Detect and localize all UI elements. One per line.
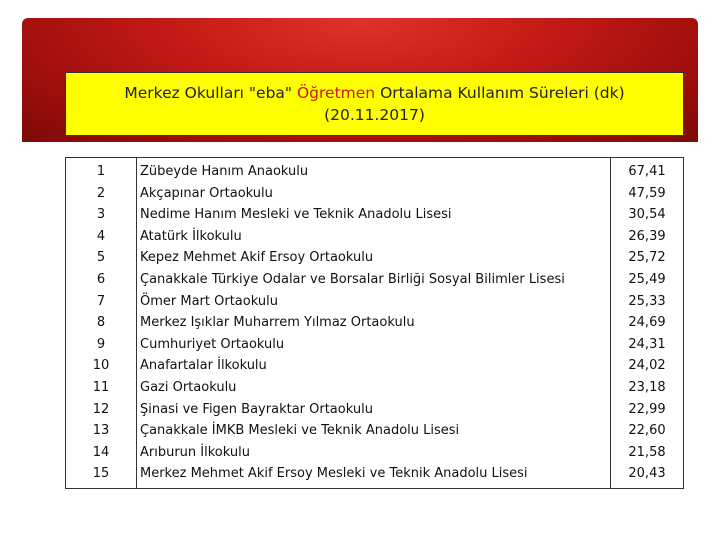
school-cell: Atatürk İlkokulu (137, 226, 611, 248)
table-row (66, 420, 684, 442)
value-cell: 22,60 (611, 420, 684, 442)
rank-cell: 10 (66, 355, 137, 377)
table-row (66, 355, 684, 377)
table-row (66, 312, 684, 334)
school-cell: Anafartalar İlkokulu (137, 355, 611, 377)
rank-cell: 8 (66, 312, 137, 334)
title-part-2: Ortalama Kullanım Süreleri (dk) (375, 84, 625, 102)
rank-cell: 6 (66, 269, 137, 291)
rank-cell: 1 (66, 158, 137, 183)
table-row (66, 158, 684, 183)
value-cell: 67,41 (611, 158, 684, 183)
school-cell: Ömer Mart Ortaokulu (137, 291, 611, 313)
table-row (66, 377, 684, 399)
value-cell: 47,59 (611, 183, 684, 205)
value-cell: 25,33 (611, 291, 684, 313)
school-cell: Nedime Hanım Mesleki ve Teknik Anadolu Lisesi (137, 204, 611, 226)
rank-cell: 5 (66, 247, 137, 269)
school-cell: Gazi Ortaokulu (137, 377, 611, 399)
school-cell: Cumhuriyet Ortaokulu (137, 334, 611, 356)
value-cell: 25,49 (611, 269, 684, 291)
table-row (66, 291, 684, 313)
title-box (65, 72, 684, 136)
rank-cell: 3 (66, 204, 137, 226)
table-row (66, 334, 684, 356)
rank-cell: 13 (66, 420, 137, 442)
table-row (66, 183, 684, 205)
rank-cell: 2 (66, 183, 137, 205)
table-row (66, 226, 684, 248)
value-cell: 20,43 (611, 463, 684, 488)
value-cell: 22,99 (611, 399, 684, 421)
value-cell: 26,39 (611, 226, 684, 248)
school-cell: Kepez Mehmet Akif Ersoy Ortaokulu (137, 247, 611, 269)
page-title (124, 82, 624, 126)
rank-cell: 7 (66, 291, 137, 313)
school-cell: Zübeyde Hanım Anaokulu (137, 158, 611, 183)
school-cell: Arıburun İlkokulu (137, 442, 611, 464)
table-row (66, 269, 684, 291)
value-cell: 24,02 (611, 355, 684, 377)
usage-table-body (66, 158, 684, 489)
school-cell: Çanakkale Türkiye Odalar ve Borsalar Birliği Sosyal Bilimler Lisesi (137, 269, 611, 291)
value-cell: 24,31 (611, 334, 684, 356)
title-part-1: Merkez Okulları "eba" (124, 84, 297, 102)
school-cell: Şinasi ve Figen Bayraktar Ortaokulu (137, 399, 611, 421)
school-cell: Merkez Işıklar Muharrem Yılmaz Ortaokulu (137, 312, 611, 334)
rank-cell: 15 (66, 463, 137, 488)
value-cell: 30,54 (611, 204, 684, 226)
rank-cell: 9 (66, 334, 137, 356)
table-row (66, 247, 684, 269)
title-date: (20.11.2017) (324, 106, 425, 124)
rank-cell: 4 (66, 226, 137, 248)
usage-table (65, 157, 684, 489)
table-row (66, 399, 684, 421)
rank-cell: 14 (66, 442, 137, 464)
school-cell: Çanakkale İMKB Mesleki ve Teknik Anadolu Lisesi (137, 420, 611, 442)
value-cell: 23,18 (611, 377, 684, 399)
table-row (66, 204, 684, 226)
rank-cell: 11 (66, 377, 137, 399)
table-row (66, 463, 684, 488)
rank-cell: 12 (66, 399, 137, 421)
title-highlight: Öğretmen (296, 84, 376, 102)
table-row (66, 442, 684, 464)
value-cell: 21,58 (611, 442, 684, 464)
school-cell: Merkez Mehmet Akif Ersoy Mesleki ve Teknik Anadolu Lisesi (137, 463, 611, 488)
value-cell: 25,72 (611, 247, 684, 269)
value-cell: 24,69 (611, 312, 684, 334)
school-cell: Akçapınar Ortaokulu (137, 183, 611, 205)
